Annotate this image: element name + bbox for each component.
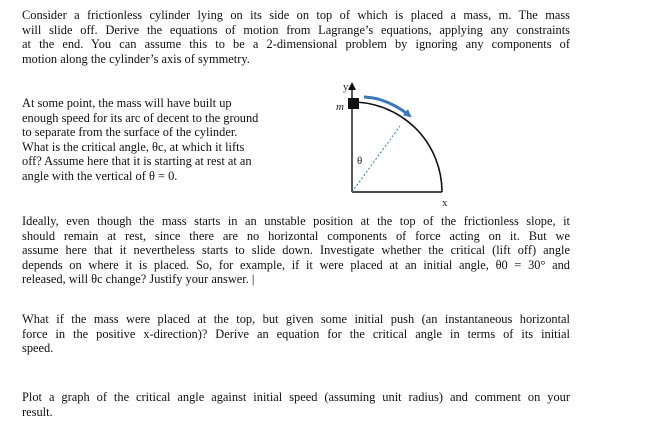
q2-line-2: should remain at rest, since there are no horizontal components of force acting on it. But we [22,228,570,243]
angle-label: θ [357,155,363,167]
q1-line-5: off? Assume here that it is starting at rest at an [22,154,252,169]
intro-line-2: will slide off. Derive the equations of motion from Lagrange’s equations, applying any constraints [22,22,570,37]
q2-line-3: assume here that it nevertheless starts to slide down. Investigate whether the critical (lift off) angle [22,243,570,258]
cylinder-diagram [330,80,580,210]
q3-line-3: speed. [22,341,54,356]
question-critical-angle [22,96,292,184]
question-initial-angle [22,214,570,287]
cylinder-surface-arc [352,102,442,192]
intro-line-1: Consider a frictionless cylinder lying on its side on top of which is placed a mass, m. The mass [22,8,570,22]
mass-block [348,98,359,109]
q2-line-4: depends on where it is placed. So, for example, if it were placed at an initial angle, θ0 = 30° and [22,257,570,272]
q4-line-2: result. [22,404,53,419]
q1-line-3: to separate from the surface of the cylinder. [22,125,238,140]
intro-line-3: at the end. You can assume this to be a 2-dimensional problem by ignoring any components of [22,37,570,52]
q3-line-2: force in the positive x-direction)? Derive an equation for the critical angle in terms of its initial [22,326,570,341]
q1-line-1: At some point, the mass will have built up [22,96,232,110]
q3-line-1: What if the mass were placed at the top, but given some initial push (an instantaneous horizontal [22,312,570,326]
y-axis-arrowhead [348,82,356,90]
q1-line-6: angle with the vertical of θ = 0. [22,168,178,183]
x-axis-label: x [442,197,448,209]
motion-arrow [364,97,410,116]
q4-line-1: Plot a graph of the critical angle against initial speed (assuming unit radius) and comment on your [22,390,570,404]
q1-line-2: enough speed for its arc of decent to the ground [22,110,259,125]
question-plot-graph [22,390,570,419]
q2-line-1: Ideally, even though the mass starts in an unstable position at the top of the frictionless slope, it [22,214,570,228]
mass-label: m [336,101,344,113]
question-initial-push [22,312,570,356]
y-axis-label: y [343,81,349,93]
cylinder-diagram-svg [330,80,580,210]
intro-paragraph [22,8,570,66]
q1-line-4: What is the critical angle, θc, at which it lifts [22,139,245,154]
q2-line-5: released, will θc change? Justify your answer. | [22,272,255,287]
intro-line-4: motion along the cylinder’s axis of symmetry. [22,51,250,66]
